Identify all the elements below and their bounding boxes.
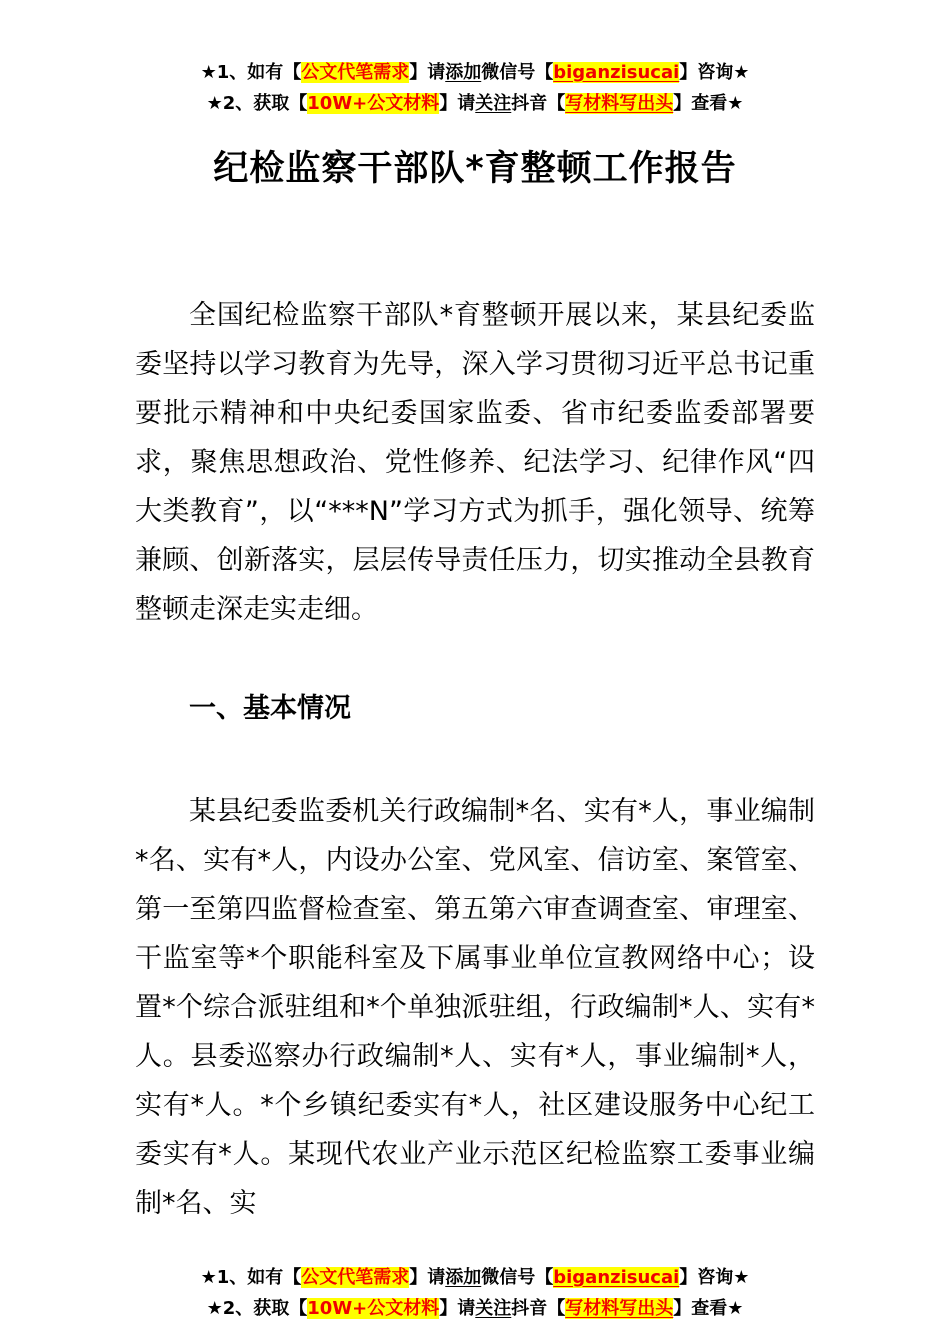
promo-segment-plain: 微信号【 [481, 62, 554, 83]
document-body [135, 291, 815, 1228]
promo-segment-u: 添加 [445, 1267, 482, 1288]
promo-segment-plain: 抖音【 [511, 93, 566, 114]
footer-promo-line-2 [0, 1293, 950, 1324]
promo-segment-plain: 】咨询★ [679, 62, 750, 83]
promo-segment-hl-red: 10W+公文材料 [307, 93, 440, 114]
promo-segment-u: 关注 [475, 1298, 512, 1319]
promo-segment-plain: 微信号【 [481, 1267, 554, 1288]
footer-promo-line-1 [0, 1262, 950, 1293]
header-promo-line-1 [0, 57, 950, 88]
promo-segment-plain: 】咨询★ [679, 1267, 750, 1288]
promo-segment-plain: 】查看★ [673, 93, 744, 114]
promo-segment-hl-red-u: biganzisucai [553, 1267, 680, 1288]
promo-segment-plain: ★1、如有【 [200, 62, 302, 83]
header-promo-line-2 [0, 88, 950, 119]
document-title: 纪检监察干部队*育整顿工作报告 [213, 149, 737, 189]
promo-segment-u: 添加 [445, 62, 482, 83]
promo-segment-plain: 】请 [439, 93, 476, 114]
footer-promo [0, 1262, 950, 1324]
promo-segment-plain: 】请 [409, 1267, 446, 1288]
section-heading-basic-situation: 一、基本情况 [189, 693, 351, 724]
paragraph-basic-situation: 某县纪委监委机关行政编制*名、实有*人，事业编制*名、实有*人，内设办公室、党风室、信访室、案管室、第一至第四监督检查室、第五第六审查调查室、审理室、干监室等*个职能科室及下属事业单位宣教网络中心；设置*个综合派驻组和*个单独派驻组，行政编制*人、实有*人。县委巡察办行政编制*人、实有*人，事业编制*人，实有*人。*个乡镇纪委实有*人，社区建设服务中心纪工委实有*人。某现代农业产业示范区纪检监察工委事业编制*名、实 [135, 796, 815, 1219]
promo-segment-hl-red-u: 写材料写出头 [565, 93, 674, 114]
promo-segment-hl-red: 公文代笔需求 [301, 62, 410, 83]
paragraph-intro: 全国纪检监察干部队*育整顿开展以来，某县纪委监委坚持以学习教育为先导，深入学习贯彻习近平总书记重要批示精神和中央纪委国家监委、省市纪委监委部署要求，聚焦思想政治、党性修养、纪法学习、纪律作风“四大类教育”，以“***N”学习方式为抓手，强化领导、统筹兼顾、创新落实，层层传导责任压力，切实推动全县教育整顿走深走实走细。 [135, 300, 815, 625]
promo-segment-plain: 】请 [439, 1298, 476, 1319]
promo-segment-plain: 抖音【 [511, 1298, 566, 1319]
promo-segment-plain: 】查看★ [673, 1298, 744, 1319]
promo-segment-plain: ★1、如有【 [200, 1267, 302, 1288]
promo-segment-hl-red: 公文代笔需求 [301, 1267, 410, 1288]
promo-segment-plain: ★2、获取【 [206, 93, 308, 114]
promo-segment-hl-red-u: 写材料写出头 [565, 1298, 674, 1319]
promo-segment-plain: 】请 [409, 62, 446, 83]
promo-segment-u: 关注 [475, 93, 512, 114]
promo-segment-plain: ★2、获取【 [206, 1298, 308, 1319]
promo-segment-hl-red-u: biganzisucai [553, 62, 680, 83]
header-promo [0, 0, 950, 119]
promo-segment-hl-red: 10W+公文材料 [307, 1298, 440, 1319]
